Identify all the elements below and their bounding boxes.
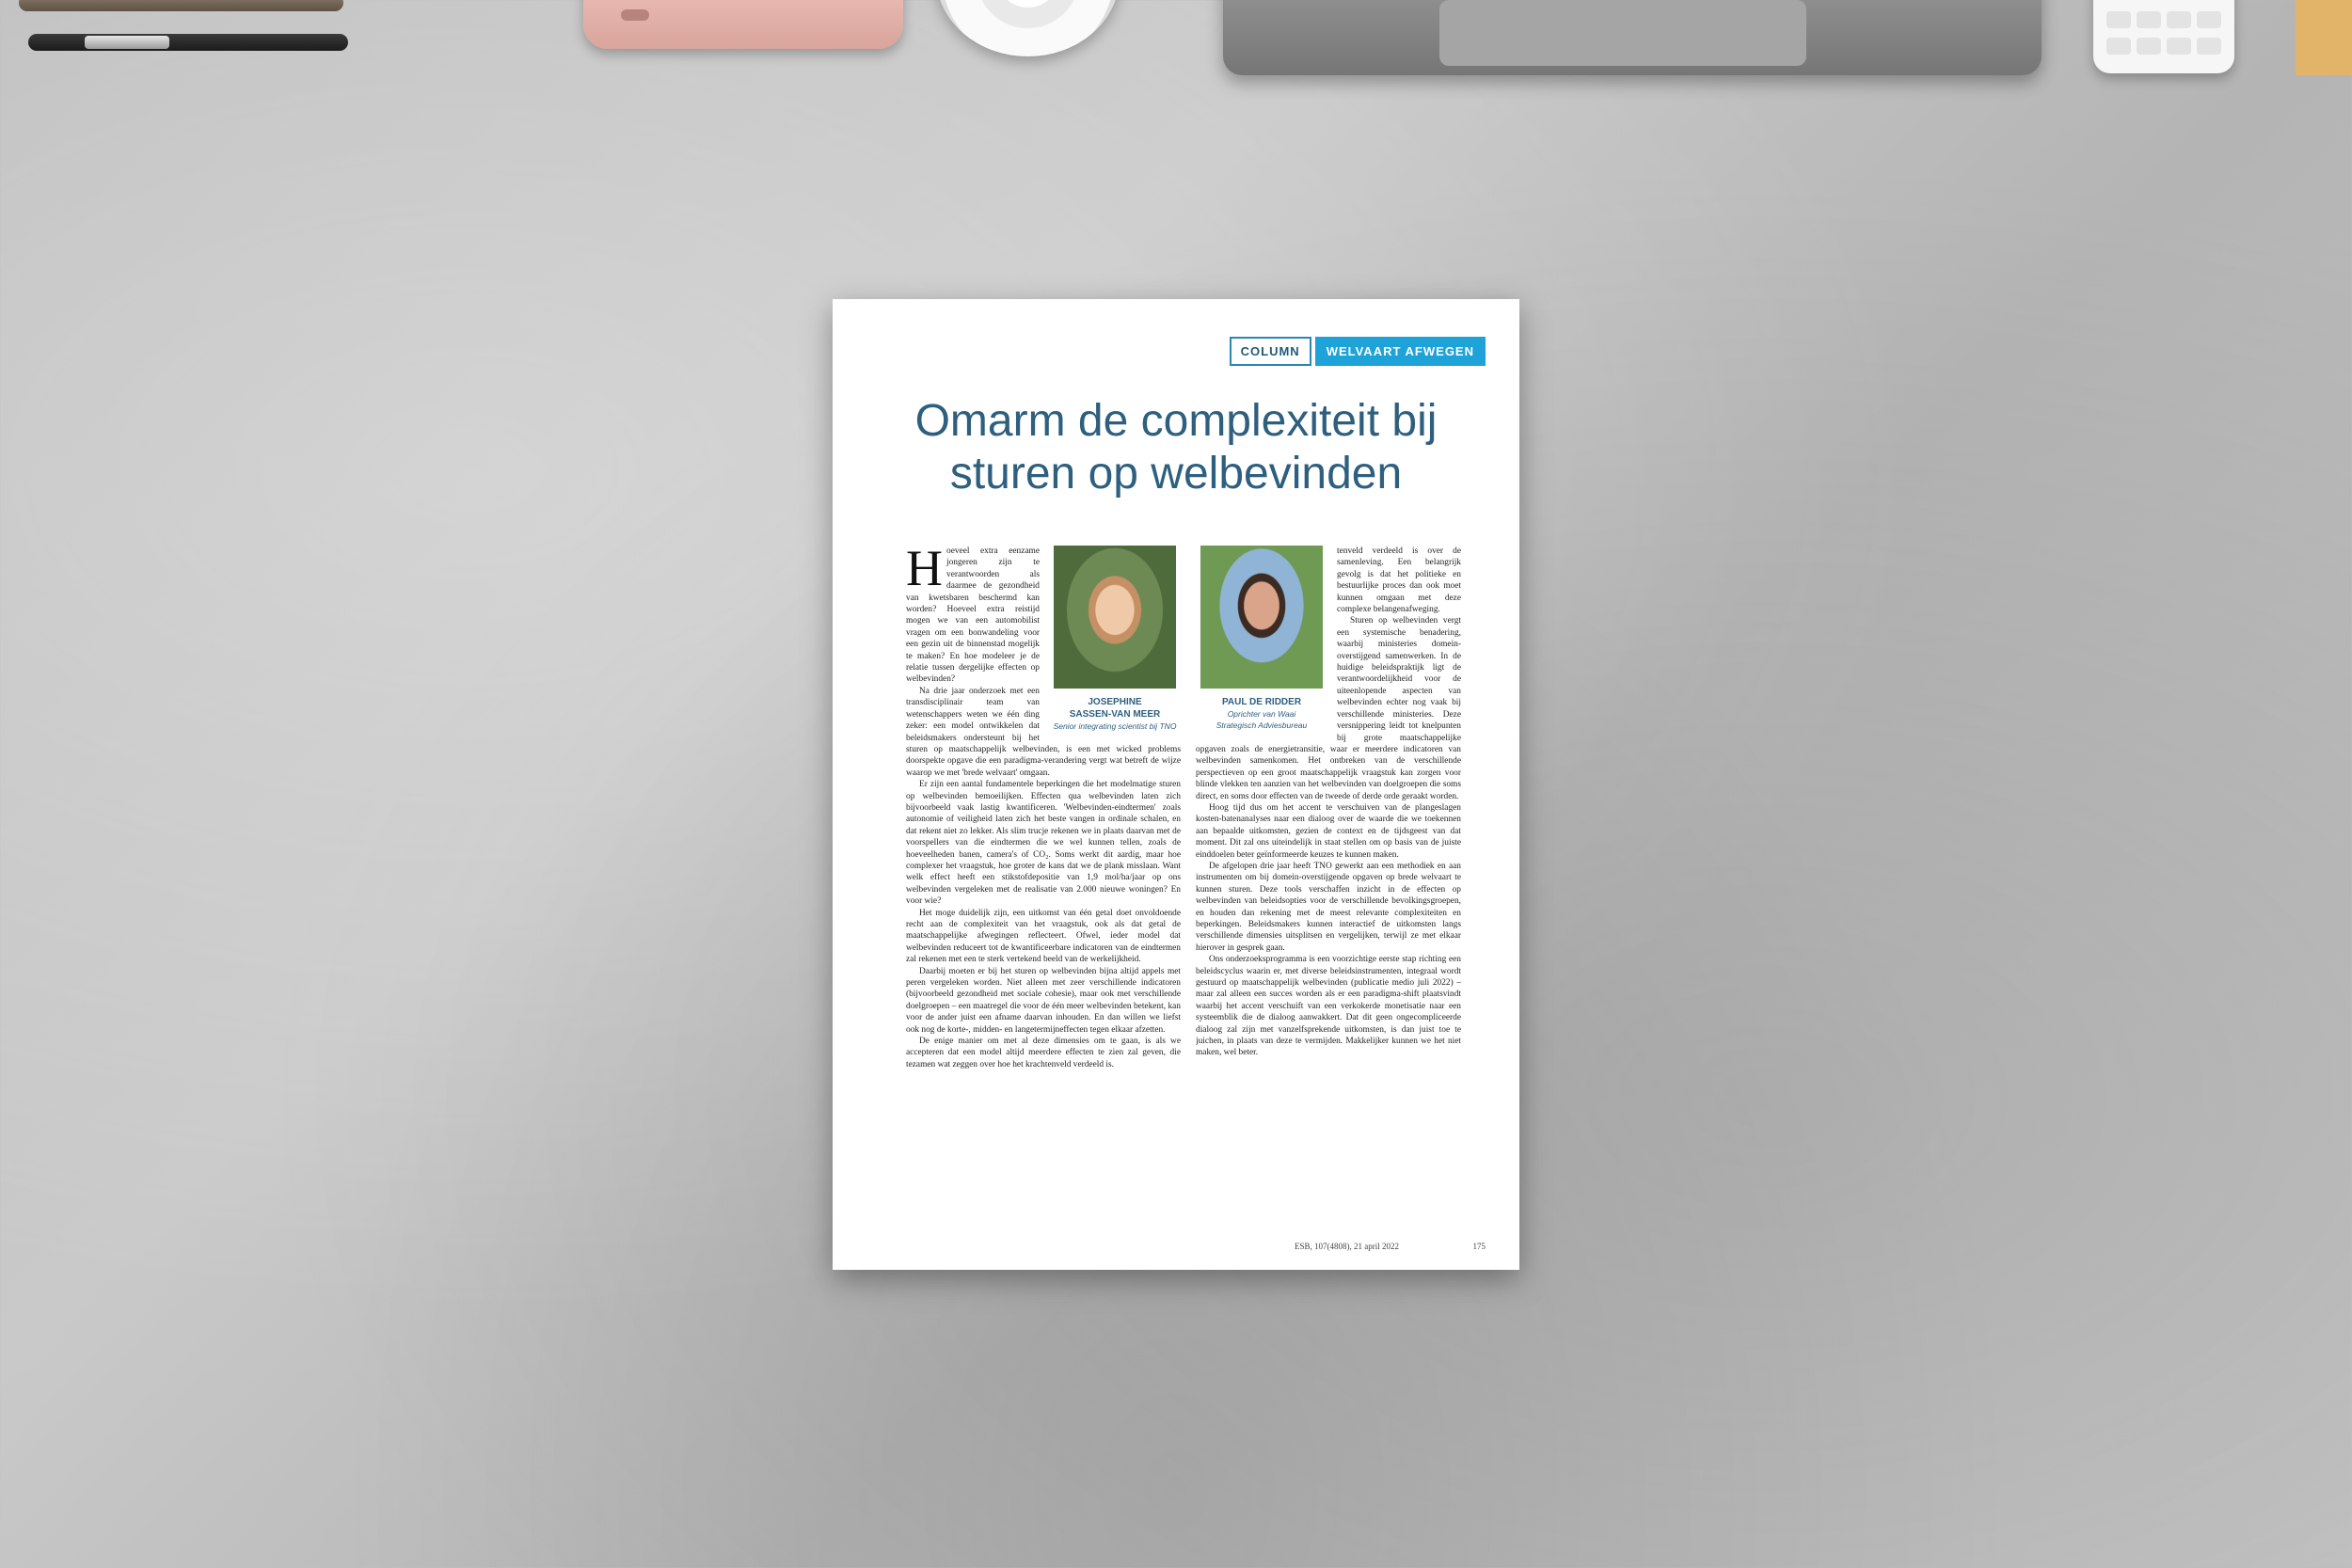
paragraph: Sturen op welbevinden vergt een systemische benadering, waarbij ministeries domein-overstijgend samenwerken. In de huidige beleidspraktijk ligt de verantwoordelijkheid voor de uiteenlopende aspecten van welbevinden echter nog vaak bij verschillende ministeries. Deze versnippering leidt tot knelpunten bij grote maatschappelijke opgaven zoals de energietransitie, waar er meerdere indicatoren van welbevinden samenkomen. Het ontbreken van de verschillende perspectieven op een groot maatschappelijk vraagstuk kan zorgen voor blinde vlekken ten aanzien van het welbevinden van doelgroepen die soms direct, en soms door effecten van de tweede of derde orde geraakt worden. <box>1196 616 1461 801</box>
author-name <box>1049 696 1181 721</box>
author-name-line: SASSEN-VAN MEER <box>1069 709 1161 720</box>
paragraph: De enige manier om met al deze dimensies om te gaan, is als we accepteren dat een model altijd meerdere effecten te zien zal geven, die tezamen wat zeggen over hoe het krachtenveld verdeeld is. <box>906 1037 1181 1069</box>
column-left <box>906 546 1181 1204</box>
paragraph-text: oeveel extra eenzame jongeren zijn te verantwoorden als daarmee de gezondheid van kwetsbaren beschermd kan worden? Hoeveel extra reistijd mogen we van een automobilist vragen om een bonwandeling voor een gezin uit de binnenstad mogelijk te maken? En hoe modeleer je de relatie tussen dergelijke effecten op welbevinden? <box>906 546 1040 685</box>
section-tags <box>1230 337 1486 366</box>
author-role <box>1196 708 1327 731</box>
article-body <box>906 546 1461 1204</box>
column-right <box>1196 546 1461 1204</box>
paragraph: Hoog tijd dus om het accent te verschuiven van de plangeslagen kosten-batenanalyses naar een dialoog over de waarde die we toekennen aan bepaalde uitkomsten, gezien de context en de tijdsgeest van dat moment. Dit zal ons uiteindelijk in staat stellen om op basis van de juiste einddoelen beter geïnformeerde keuzes te kunnen maken. <box>1196 802 1461 860</box>
calculator <box>2093 0 2234 73</box>
drop-cap: H <box>906 546 943 596</box>
paragraph: De afgelopen drie jaar heeft TNO gewerkt aan een methodiek en aan instrumenten om bij domein-overstijgende opgaven op brede welvaart te kunnen sturen. Deze tools verschaffen inzicht in de effecten op welbevinden van beleidsopties voor de verschillende bevolkingsgroepen, en houden dan rekening met de meest relevante complexiteiten en beperkingen. Beleidsmakers kunnen interactief de uitkomsten langs verschillende dimensies uitsplitsen en vergelijken, terwijl ze met elkaar hierover in gesprek gaan. <box>1196 861 1461 953</box>
author-name-line: JOSEPHINE <box>1088 697 1142 707</box>
author-name: PAUL DE RIDDER <box>1221 697 1302 707</box>
paragraph: tenveld verdeeld is over de samenleving. Een belangrijk gevolg is dat het politieke en bestuurlijke proces dan ook moet kunnen omgaan met deze complexe belangenafweging. <box>1337 546 1461 615</box>
paragraph: Ons onderzoeksprogramma is een voorzichtige eerste stap richting een beleidscyclus waarin er, met diverse beleidsinstrumenten, integraal wordt gestuurd op maatschappelijk welbevinden (publicatie medio juli 2022) – maar zal alleen een succes worden als er een paradigma-shift plaatsvindt waarbij het accent verschuift van een verkokerde monetisatie naar een systeemblik die de dialoog aanwakkert. Dat dit geen ongecompliceerde dialoog zal zijn met vanzelfsprekende uitkomsten, is dan juist toe te juichen, in plaats van deze te vermijden. Makkelijker kunnen we het niet maken, wel beter. <box>1196 955 1461 1058</box>
paragraph: Na drie jaar onderzoek met een transdisciplinair team van wetenschappers weten we één ding zeker: een model ontwikkelen dat beleidsmakers ondersteunt bij het sturen op maatschappelijk welbevinden, is een met wicked problems doorspekte opgave die een paradigma-verandering vergt wat betreft de wijze waarop we met 'brede welvaart' omgaan. <box>906 686 1181 778</box>
author-role-line: Oprichter van Waai <box>1227 709 1296 719</box>
paragraph: Er zijn een aantal fundamentele beperkingen die het modelmatige sturen op welbevinden bemoeilijken. Effecten qua welbevinden laten zich bijvoorbeeld vaak lastig kwantificeren. 'Welbevinden-eindtermen' zoals autonomie of veiligheid laten zich het beste vangen in ordinale schalen, en dat rekent niet zo lekker. Als slim trucje rekenen we in plaats daarvan met de voorspellers van die eindtermen die we wel kunnen tellen, zoals de hoeveelheden banen, camera's of CO₂. Soms werkt dit aardig, maar hoe complexer het vraagstuk, hoe groter de kans dat we de plank misslaan. Want welk effect heeft een stikstofdepositie van 1,9 mol/ha/jaar op ons welbevinden vergeleken met de realisatie van 2.000 nieuwe woningen? En voor wie? <box>906 780 1181 907</box>
pen-chrome <box>28 34 348 51</box>
coffee-cup <box>936 0 1120 56</box>
pen-top <box>19 0 343 11</box>
section-tag: WELVAART AFWEGEN <box>1315 337 1486 366</box>
author-photo <box>1054 546 1176 689</box>
phone <box>583 0 903 49</box>
notepad <box>2296 0 2352 75</box>
article-title <box>833 395 1519 500</box>
citation: ESB, 107(4808), 21 april 2022 <box>1295 1242 1399 1251</box>
page-number: 175 <box>1472 1242 1486 1251</box>
paragraph: Het moge duidelijk zijn, een uitkomst van één getal doet onvoldoende recht aan de complexiteit van het vraagstuk, ook als dat getal de maatschappelijke afwegingen reflecteert. Ofwel, ieder model dat welbevinden reduceert tot de kwantificeerbare indicatoren van de eindtermen zal rekenen met een te sterk vertekend beeld van de werkelijkheid. <box>906 908 1181 965</box>
author-card <box>1196 546 1327 731</box>
title-line-2: sturen op welbevinden <box>949 449 1403 499</box>
paragraph: Daarbij moeten er bij het sturen op welbevinden bijna altijd appels met peren vergeleken worden. Niet alleen met zeer verschillende indicatoren (bijvoorbeeld gezondheid met sociale cohesie), maar ook met verschillende doelgroepen – een maatregel die voor de één meer welbevinden betekent, kan voor de ander juist een afname daarvan inhouden. En dan willen we liefst ook nog de korte-, midden- en langetermijneffecten tegen elkaar afzetten. <box>906 966 1181 1035</box>
author-role-line: Strategisch Adviesbureau <box>1216 721 1308 730</box>
author-card <box>1049 546 1181 732</box>
title-line-1: Omarm de complexiteit bij <box>914 396 1438 446</box>
author-role: Senior integrating scientist bij TNO <box>1053 721 1177 731</box>
column-tag: COLUMN <box>1230 337 1311 366</box>
author-photo <box>1200 546 1323 689</box>
magazine-page <box>833 299 1519 1270</box>
laptop <box>1223 0 2042 75</box>
